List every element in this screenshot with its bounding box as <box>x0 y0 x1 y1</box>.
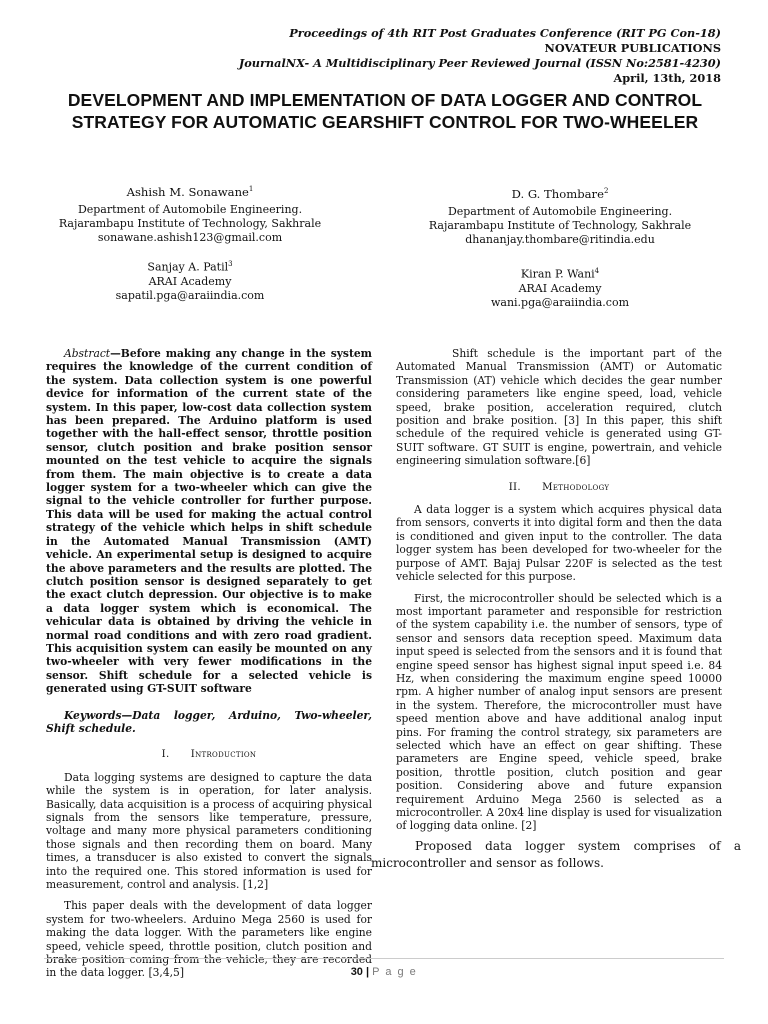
abstract-text: Before making any change in the system requires the knowledge of the current condition of the system. Data collection system is one powerful device for information of the current state of the system. In this paper, low-cost data collection system has been prepared. The Arduino platform is used together with the hall-effect sensor, throttle position sensor, clutch position and brake position sensor mounted on the test vehicle to acquire the signals from them. The main objective is to create a data logger system for a two-wheeler which can give the signal to the vehicle controller for further purpose. This data will be used for making the actual control strategy of the vehicle which helps in shift schedule in the Automated Manual Transmission (AMT) vehicle. An experimental setup is designed to acquire the above parameters and the results are plotted. The clutch position sensor is designed separately to get the exact clutch depression. Our objective is to make a data logger system which is economical. The vehicular data is obtained by driving the vehicle in normal road conditions and with zero road gradient. This acquisition system can easily be mounted on any two-wheeler with very fewer modifications in the sensor. Shift schedule for a selected vehicle is generated using GT-SUIT software <box>46 347 372 696</box>
abstract: Abstract—Before making any change in the system requires the knowledge of the current condition of the system. Data collection system is one powerful device for information of the current state of the system. In this paper, low-cost data collection system has been prepared. The Arduino platform is used together with the hall-effect sensor, throttle position sensor, clutch position and brake position sensor mounted on the test vehicle to acquire the signals from them. The main objective is to create a data logger system for a two-wheeler which can give the signal to the vehicle controller for further purpose. This data will be used for making the actual control strategy of the vehicle which helps in shift schedule in the Automated Manual Transmission (AMT) vehicle. An experimental setup is designed to acquire the above parameters and the results are plotted. The clutch position sensor is designed separately to get the exact clutch depression. Our objective is to make a data logger system which is economical. The vehicular data is obtained by driving the vehicle in normal road conditions and with zero road gradient. This acquisition system can easily be mounted on any two-wheeler with very fewer modifications in the sensor. Shift schedule for a selected vehicle is generated using GT-SUIT software <box>46 347 372 696</box>
method-paragraph-1: A data logger is a system which acquires physical data from sensors, converts it into digital form and then the data is conditioned and given input to the controller. The data logger system has been developed for two-wheeler for the purpose of AMT. Bajaj Pulsar 220F is selected as the test vehicle selected for this purpose. <box>396 503 722 584</box>
author-email-3: sapatil.pga@araiindia.com <box>115 288 265 302</box>
proposed-system-paragraph <box>371 838 741 872</box>
date-line: April, 13th, 2018 <box>613 71 721 85</box>
proposed-line-1: Proposed data logger system comprises of a <box>415 839 741 853</box>
method-paragraph-2: First, the microcontroller should be selected which is a most important parameter and responsible for restriction of the system capability i.e. the number of sensors, type of sensor and sensors data reception speed. Maximum data input speed is selected from the sensors and it is found that engine speed sensor has highest signal input speed i.e. 84 Hz, when considering the maximum engine speed 10000 rpm. A higher number of analog input sensors are present in the system. Therefore, the microcontroller must have speed mention above and have additional analog input pins. For framing the control strategy, six parameters are selected which have an effect on gear shifting. These parameters are Engine speed, vehicle speed, brake position, throttle position, clutch position and gear position. Considering above and future expansion requirement Arduino Mega 2560 is selected as a microcontroller. A 20x4 line display is used for visualization of logging data online. [2] <box>396 591 722 833</box>
journal-header <box>239 26 721 86</box>
proposed-line-2: microcontroller and sensor as follows. <box>371 856 604 870</box>
author-org-3: ARAI Academy <box>148 274 232 288</box>
conference-line: Proceedings of 4th RIT Post Graduates Conference (RIT PG Con-18) <box>289 26 721 40</box>
footer-rule <box>44 958 724 959</box>
journal-line: JournalNX- A Multidisciplinary Peer Reviewed Journal (ISSN No:2581-4230) <box>238 56 721 70</box>
page-word: P a g e <box>372 966 418 978</box>
footer-separator: | <box>366 966 370 978</box>
publisher-line: NOVATEUR PUBLICATIONS <box>544 41 721 55</box>
author-org-4: ARAI Academy <box>518 281 602 295</box>
abstract-label: Abstract <box>64 347 111 360</box>
intro-paragraph-1: Data logging systems are designed to capture the data while the system is in operation, for later analysis. Basically, data acquisition is a process of acquiring physical signals from the sensors like temperature, pressure, voltage and many more physical parameters conditioning those signals and then recording them on board. Many times, a transducer is also existed to convert the signals into the required one. This stored information is used for measurement, control and analysis. [1,2] <box>46 770 372 892</box>
section-heading-introduction: I. Introduction <box>161 749 257 761</box>
author-block-left <box>40 182 340 303</box>
right-column <box>396 347 722 833</box>
author-name-2: D. G. Thombare$^2$ <box>511 186 609 201</box>
shift-schedule-paragraph: Shift schedule is the important part of the Automated Manual Transmission (AMT) or Automatic Transmission (AT) vehicle which decides the gear number considering parameters like engine speed, load, vehicle speed, brake position, acceleration required, clutch position and brake position. [3] In this paper, this shift schedule of the required vehicle is generated using GT-SUIT software. GT SUIT is engine, powertrain, and vehicle engineering simulation software.[6] <box>396 347 722 468</box>
left-column <box>46 347 372 980</box>
section-heading-methodology: II. Methodology <box>508 481 610 493</box>
author-inst-1: Rajarambapu Institute of Technology, Sakhrale <box>58 216 322 230</box>
author-email-1: sonawane.ashish123@gmail.com <box>97 230 283 244</box>
author-email-2: dhananjay.thombare@ritindia.edu <box>465 232 655 246</box>
author-name-1: Ashish M. Sonawane$^1$ <box>126 184 254 199</box>
paper-title: DEVELOPMENT AND IMPLEMENTATION OF DATA LOGGER AND CONTROL STRATEGY FOR AUTOMATIC GEARSHIFT CONTROL FOR TWO-WHEELER <box>67 90 703 132</box>
author-dept-2: Department of Automobile Engineering. <box>447 204 673 218</box>
author-name-4: Kiran P. Wani$^4$ <box>520 266 600 281</box>
author-block-right <box>410 184 710 310</box>
page-footer <box>0 966 768 978</box>
page-number: 30 <box>350 966 363 978</box>
keywords-label: Keywords <box>64 708 122 722</box>
author-email-4: wani.pga@araiindia.com <box>490 295 630 309</box>
keywords: Keywords—Data logger, Arduino, Two-wheeler, Shift schedule. <box>46 708 372 735</box>
author-dept-1: Department of Automobile Engineering. <box>77 202 303 216</box>
keywords-text: Data logger, Arduino, Two-wheeler, Shift schedule. <box>46 708 372 735</box>
intro-paragraph-2: This paper deals with the development of data logger system for two-wheelers. Arduino Mega 2560 is used for making the data logger. With the parameters like engine speed, vehicle speed, throttle position, clutch position and brake position coming from the vehicle, they are recorded in the data logger. [3,4,5] <box>46 899 372 980</box>
author-inst-2: Rajarambapu Institute of Technology, Sakhrale <box>428 218 692 232</box>
author-name-3: Sanjay A. Patil$^3$ <box>147 259 233 274</box>
